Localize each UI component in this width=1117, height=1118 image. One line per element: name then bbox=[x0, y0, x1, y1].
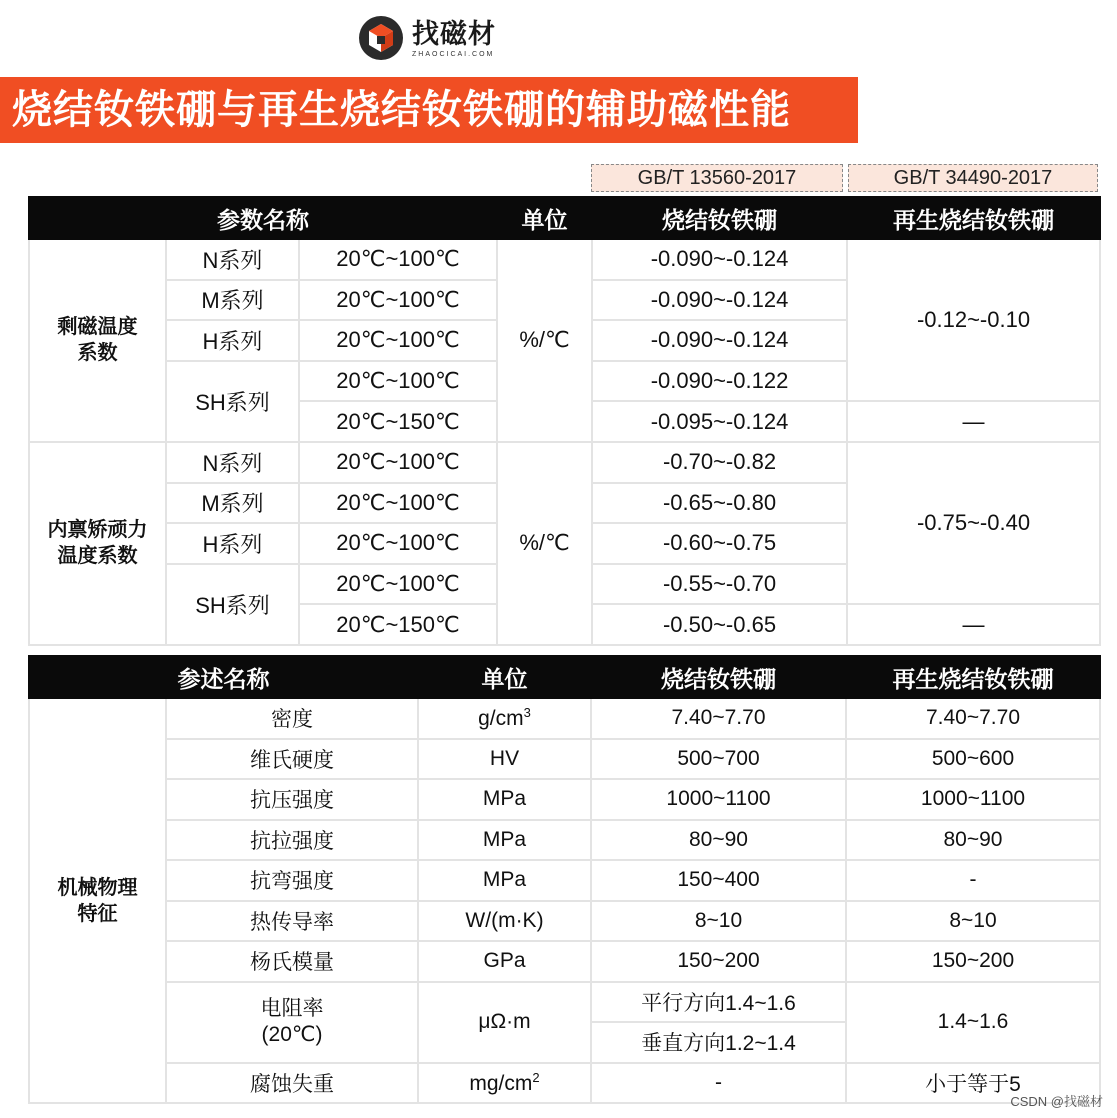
header-unit: 单位 bbox=[418, 656, 591, 698]
header-sintered: 烧结钕铁硼 bbox=[591, 656, 846, 698]
sintered-value: 1000~1100 bbox=[591, 779, 846, 820]
table-row bbox=[29, 779, 1100, 820]
recycled-value: - bbox=[846, 860, 1100, 901]
property-name: 热传导率 bbox=[166, 901, 418, 942]
value-cell: -0.090~-0.124 bbox=[592, 320, 847, 361]
table-header-row bbox=[29, 197, 1100, 239]
recycled-value: 80~90 bbox=[846, 820, 1100, 861]
range-cell: 20℃~100℃ bbox=[299, 361, 497, 402]
recycled-value-cell: -0.75~-0.40 bbox=[847, 442, 1100, 604]
unit-cell: HV bbox=[418, 739, 591, 780]
header-sintered: 烧结钕铁硼 bbox=[592, 197, 847, 239]
table-row bbox=[29, 1063, 1100, 1104]
recycled-value: 小于等于5 bbox=[846, 1063, 1100, 1104]
recycled-value: 1.4~1.6 bbox=[846, 982, 1100, 1063]
standard-label-recycled: GB/T 34490-2017 bbox=[848, 164, 1098, 192]
series-cell: N系列 bbox=[166, 239, 299, 280]
series-cell: M系列 bbox=[166, 483, 299, 524]
series-cell: SH系列 bbox=[166, 361, 299, 442]
recycled-value: 8~10 bbox=[846, 901, 1100, 942]
range-cell: 20℃~100℃ bbox=[299, 523, 497, 564]
header-unit: 单位 bbox=[497, 197, 592, 239]
table-header-row bbox=[29, 656, 1100, 698]
table-row bbox=[29, 982, 1100, 1023]
recycled-value-cell: — bbox=[847, 401, 1100, 442]
sintered-value: 8~10 bbox=[591, 901, 846, 942]
property-name: 抗弯强度 bbox=[166, 860, 418, 901]
unit-cell: $mg/cm^2$ bbox=[418, 1063, 591, 1104]
value-cell: -0.50~-0.65 bbox=[592, 604, 847, 645]
unit-cell: $g/cm^3$ bbox=[418, 698, 591, 739]
sintered-value: - bbox=[591, 1063, 846, 1104]
group-label: 机械物理 特征 bbox=[29, 698, 166, 1103]
range-cell: 20℃~100℃ bbox=[299, 442, 497, 483]
sintered-value: 80~90 bbox=[591, 820, 846, 861]
cube-logo-icon bbox=[358, 15, 404, 61]
property-name: 电阻率 (20℃) bbox=[166, 982, 418, 1063]
series-cell: H系列 bbox=[166, 320, 299, 361]
unit-cell: GPa bbox=[418, 941, 591, 982]
sintered-value: 150~200 bbox=[591, 941, 846, 982]
sintered-value: 150~400 bbox=[591, 860, 846, 901]
series-cell: M系列 bbox=[166, 280, 299, 321]
unit-cell: %/℃ bbox=[497, 239, 592, 442]
unit-cell: %/℃ bbox=[497, 442, 592, 645]
property-name: 抗拉强度 bbox=[166, 820, 418, 861]
value-cell: -0.090~-0.122 bbox=[592, 361, 847, 402]
value-cell: -0.65~-0.80 bbox=[592, 483, 847, 524]
series-cell: H系列 bbox=[166, 523, 299, 564]
property-name: 抗压强度 bbox=[166, 779, 418, 820]
value-cell: -0.60~-0.75 bbox=[592, 523, 847, 564]
range-cell: 20℃~100℃ bbox=[299, 483, 497, 524]
property-name: 维氏硬度 bbox=[166, 739, 418, 780]
table-row bbox=[29, 941, 1100, 982]
value-cell: -0.090~-0.124 bbox=[592, 280, 847, 321]
header-param-name: 参述名称 bbox=[29, 656, 418, 698]
value-cell: -0.70~-0.82 bbox=[592, 442, 847, 483]
value-cell: -0.090~-0.124 bbox=[592, 239, 847, 280]
logo bbox=[358, 14, 496, 62]
header-recycled: 再生烧结钕铁硼 bbox=[847, 197, 1100, 239]
sintered-value: 500~700 bbox=[591, 739, 846, 780]
unit-cell: W/(m·K) bbox=[418, 901, 591, 942]
logo-name: 找磁材 bbox=[412, 18, 496, 49]
page-title: 烧结钕铁硼与再生烧结钕铁硼的辅助磁性能 bbox=[0, 77, 858, 143]
recycled-value: 500~600 bbox=[846, 739, 1100, 780]
recycled-value-cell: -0.12~-0.10 bbox=[847, 239, 1100, 401]
table-row bbox=[29, 739, 1100, 780]
range-cell: 20℃~100℃ bbox=[299, 239, 497, 280]
property-name: 腐蚀失重 bbox=[166, 1063, 418, 1104]
sintered-value: 平行方向1.4~1.6 bbox=[591, 982, 846, 1023]
table-row bbox=[29, 698, 1100, 739]
table-row bbox=[29, 860, 1100, 901]
unit-cell: MPa bbox=[418, 860, 591, 901]
thermal-coefficient-table bbox=[28, 196, 1101, 646]
unit-cell: μΩ·m bbox=[418, 982, 591, 1063]
header-recycled: 再生烧结钕铁硼 bbox=[846, 656, 1100, 698]
property-name: 杨氏模量 bbox=[166, 941, 418, 982]
series-cell: SH系列 bbox=[166, 564, 299, 645]
unit-cell: MPa bbox=[418, 820, 591, 861]
recycled-value: 150~200 bbox=[846, 941, 1100, 982]
unit-cell: MPa bbox=[418, 779, 591, 820]
recycled-value-cell: — bbox=[847, 604, 1100, 645]
value-cell: -0.095~-0.124 bbox=[592, 401, 847, 442]
table-row bbox=[29, 442, 1100, 483]
range-cell: 20℃~100℃ bbox=[299, 564, 497, 605]
group-label: 内禀矫顽力 温度系数 bbox=[29, 442, 166, 645]
standard-label-sintered: GB/T 13560-2017 bbox=[591, 164, 843, 192]
table-row bbox=[29, 239, 1100, 280]
recycled-value: 7.40~7.70 bbox=[846, 698, 1100, 739]
range-cell: 20℃~150℃ bbox=[299, 604, 497, 645]
watermark: CSDN @找磁材 bbox=[1010, 1094, 1103, 1109]
range-cell: 20℃~150℃ bbox=[299, 401, 497, 442]
group-label: 剩磁温度 系数 bbox=[29, 239, 166, 442]
table-row bbox=[29, 820, 1100, 861]
sintered-value: 垂直方向1.2~1.4 bbox=[591, 1022, 846, 1063]
header-param-name: 参数名称 bbox=[29, 197, 497, 239]
mechanical-properties-table bbox=[28, 655, 1101, 1104]
table-row bbox=[29, 901, 1100, 942]
series-cell: N系列 bbox=[166, 442, 299, 483]
logo-subtitle: ZHAOCICAI.COM bbox=[412, 50, 495, 58]
value-cell: -0.55~-0.70 bbox=[592, 564, 847, 605]
recycled-value: 1000~1100 bbox=[846, 779, 1100, 820]
range-cell: 20℃~100℃ bbox=[299, 320, 497, 361]
range-cell: 20℃~100℃ bbox=[299, 280, 497, 321]
property-name: 密度 bbox=[166, 698, 418, 739]
sintered-value: 7.40~7.70 bbox=[591, 698, 846, 739]
